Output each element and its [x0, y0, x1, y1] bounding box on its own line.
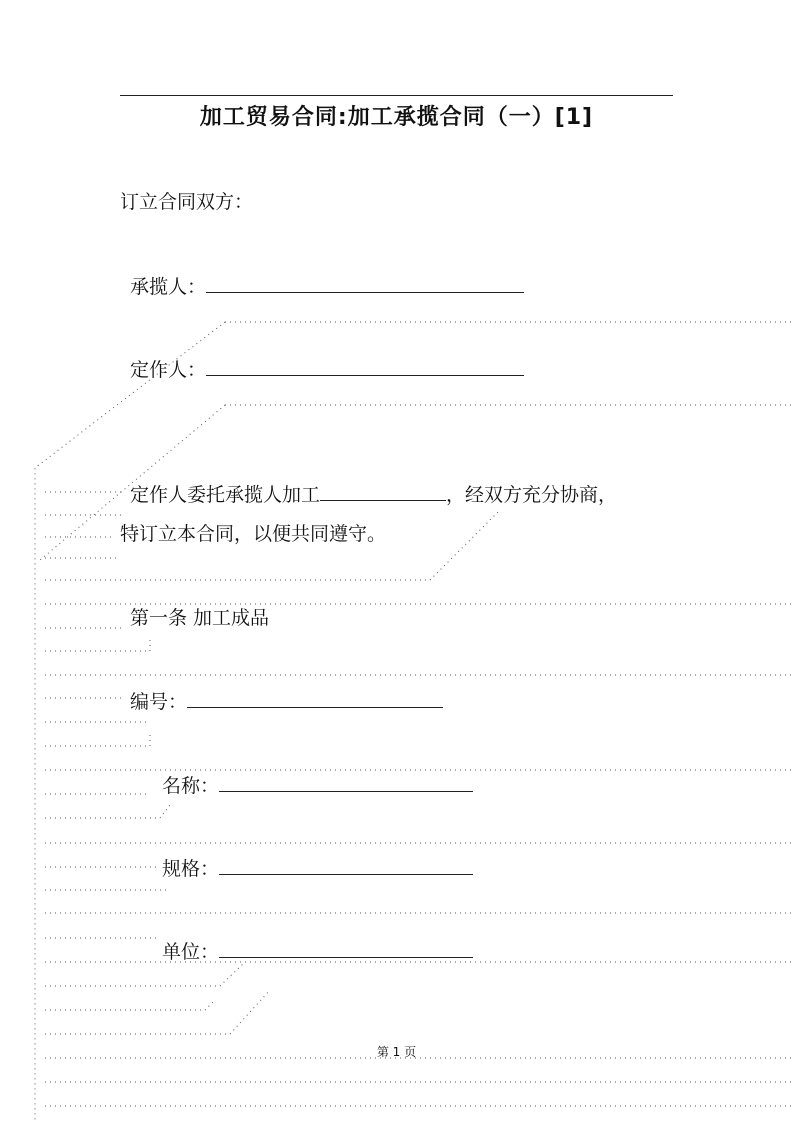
name-blank — [219, 773, 473, 792]
number-label: 编号： — [130, 691, 188, 713]
unit-label: 单位： — [162, 941, 220, 963]
unit-field — [162, 939, 473, 964]
spec-label: 规格： — [162, 858, 220, 880]
paragraph-1-line-2: 特订立本合同，以便共同遵守。 — [120, 523, 387, 545]
spec-blank — [219, 856, 473, 875]
contractor-blank — [206, 274, 524, 293]
paragraph-1-line-1 — [130, 482, 617, 507]
unit-blank — [219, 939, 473, 958]
number-blank — [187, 689, 443, 708]
parties-heading: 订立合同双方： — [120, 191, 254, 213]
document-title: 加工贸易合同:加工承揽合同（一）[1] — [199, 105, 594, 130]
contractor-label: 承揽人： — [130, 276, 207, 298]
number-field — [130, 689, 443, 714]
name-field — [162, 773, 473, 798]
orderer-label: 定作人： — [130, 359, 207, 381]
orderer-blank — [206, 357, 524, 376]
name-label: 名称： — [162, 775, 220, 797]
page-number: 第 1 页 — [376, 1045, 417, 1059]
spec-field — [162, 856, 473, 881]
paragraph-1-text-b: ，经双方充分协商， — [446, 484, 618, 506]
header-rule — [120, 95, 673, 96]
orderer-field — [130, 357, 524, 382]
contractor-field — [130, 274, 524, 299]
item-blank — [320, 482, 446, 501]
article-1-heading: 第一条 加工成品 — [130, 607, 270, 629]
paragraph-1-text-a: 定作人委托承揽人加工 — [130, 484, 321, 506]
